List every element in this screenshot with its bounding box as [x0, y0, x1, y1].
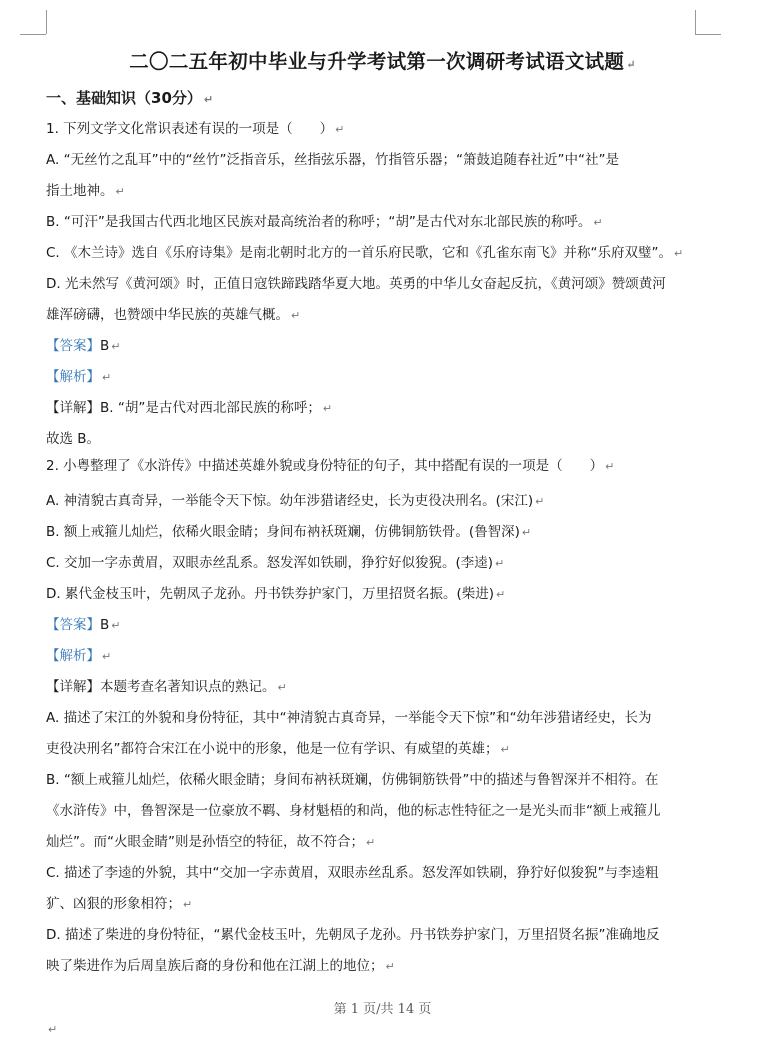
section-heading-text: 一、基础知识（30分） — [46, 89, 202, 107]
paragraph-mark-icon: ↵ — [500, 743, 510, 756]
q1-option-c — [46, 243, 683, 264]
end-paragraph-mark — [46, 1018, 57, 1037]
answer-label: 【答案】 — [46, 338, 100, 354]
paragraph-mark-icon: ↵ — [365, 836, 376, 849]
paragraph-mark-icon: ↵ — [605, 460, 615, 473]
q2-explain-c-cont — [46, 894, 192, 915]
q1-conclusion-text: 故选 B。 — [46, 431, 101, 447]
paragraph-mark-icon: ↵ — [291, 309, 301, 322]
q1-answer — [46, 336, 120, 357]
q2-explain-b-line3: 灿烂”。而“火眼金睛”则是孙悟空的特征，故不符合； — [46, 834, 364, 850]
q2-explain-c-line1: C. 描述了李逵的外貌，其中“交加一字赤黄眉，双眼赤丝乱系。怒发浑如铁刷，狰狞好似狻猊”与李逵粗 — [46, 865, 659, 881]
paragraph-mark-icon: ↵ — [183, 898, 193, 911]
q1-option-a-line2: 指土地神。 — [46, 183, 114, 199]
q2-option-b — [46, 522, 531, 543]
q2-answer — [46, 615, 120, 636]
crop-mark-top-left-vertical — [46, 10, 47, 34]
paragraph-mark-icon: ↵ — [495, 557, 505, 570]
q1-option-b — [46, 212, 603, 233]
q2-explain-b-line1: B. “额上戒箍儿灿烂，依稀火眼金睛；身间布衲袄斑斓，仿佛铜筋铁骨”中的描述与鲁智深并不相符。在 — [46, 772, 659, 788]
crop-mark-top-right — [695, 34, 721, 35]
q1-option-d-line1: D. 光未然写《黄河颂》时，正值日寇铁蹄践踏华夏大地。英勇的中华儿女奋起反抗，《黄河颂》赞颂黄河 — [46, 276, 666, 292]
answer-label: 【答案】 — [46, 617, 100, 633]
q2-explain-a — [46, 708, 652, 728]
q1-option-b-text: B. “可汗”是我国古代西北地区民族对最高统治者的称呼；“胡”是古代对东北部民族的称呼。 — [46, 214, 592, 230]
q1-detail — [46, 398, 332, 419]
q2-explain-b-cont — [46, 801, 661, 821]
q1-option-a — [46, 150, 619, 170]
q2-analysis — [46, 646, 111, 667]
q2-explain-b-cont2 — [46, 832, 375, 853]
q1-option-d — [46, 274, 666, 294]
paragraph-mark-icon: ↵ — [102, 371, 112, 384]
detail-label: 【详解】 — [46, 679, 100, 695]
q2-explain-c-line2: 犷、凶狠的形象相符； — [46, 896, 181, 912]
q1-option-d-line2: 雄浑磅礴，也赞颂中华民族的英雄气概。 — [46, 307, 289, 323]
paragraph-mark-icon: ↵ — [111, 340, 121, 353]
page-number: 第 1 页/共 14 页 — [333, 1002, 432, 1017]
q2-option-a-text: A. 神清貌古真奇异，一举能令天下惊。幼年涉猎诸经史，长为吏役决刑名。(宋江) — [46, 493, 534, 509]
q1-answer-value: B — [100, 338, 110, 354]
paragraph-mark-icon: ↵ — [521, 526, 532, 539]
q2-explain-a-line1: A. 描述了宋江的外貌和身份特征，其中“神清貌古真奇异，一举能令天下惊”和“幼年涉猎诸经史，长为 — [46, 710, 652, 726]
document-title — [0, 46, 765, 74]
q1-option-c-text: C. 《木兰诗》选自《乐府诗集》是南北朝时北方的一首乐府民歌，它和《孔雀东南飞》并称“乐府双璧”。 — [46, 245, 672, 261]
analysis-label: 【解析】 — [46, 648, 100, 664]
q2-stem — [46, 456, 614, 477]
title-text: 二〇二五年初中毕业与升学考试第一次调研考试语文试题 — [129, 50, 625, 73]
q1-conclusion — [46, 429, 100, 449]
q2-explain-b — [46, 770, 658, 790]
paragraph-mark-icon: ↵ — [535, 495, 545, 508]
q2-detail-text: 本题考查名著知识点的熟记。 — [100, 679, 276, 695]
section-heading — [46, 88, 213, 110]
q2-explain-d-cont — [46, 956, 395, 977]
paragraph-mark-icon: ↵ — [111, 619, 121, 632]
detail-label: 【详解】 — [46, 400, 100, 416]
paragraph-mark-icon: ↵ — [626, 58, 636, 71]
q2-option-d-text: D. 累代金枝玉叶，先朝凤子龙孙。丹书铁券护家门，万里招贤名振。(柴进) — [46, 586, 495, 602]
q1-option-a-line1: A. “无丝竹之乱耳”中的“丝竹”泛指音乐，丝指弦乐器，竹指管乐器；“箫鼓追随春社近”中“社”是 — [46, 152, 620, 168]
q2-explain-a-cont — [46, 739, 510, 760]
q2-explain-d-line2: 映了柴进作为后周皇族后裔的身份和他在江湖上的地位； — [46, 958, 384, 974]
q2-option-d — [46, 584, 505, 605]
q2-option-b-text: B. 额上戒箍儿灿烂，依稀火眼金睛；身间布衲袄斑斓，仿佛铜筋铁骨。(鲁智深) — [46, 524, 520, 540]
q1-stem-text: 1. 下列文学文化常识表述有误的一项是（ ） — [46, 121, 334, 137]
q2-option-c — [46, 553, 504, 574]
q2-explain-c — [46, 863, 659, 883]
paragraph-mark-icon: ↵ — [203, 93, 214, 106]
analysis-label: 【解析】 — [46, 369, 100, 385]
crop-mark-top-left — [20, 34, 46, 35]
q2-explain-b-line2: 《水浒传》中，鲁智深是一位豪放不羁、身材魁梧的和尚，他的标志性特征之一是光头而非“额上戒箍儿 — [46, 803, 661, 819]
paragraph-mark-icon: ↵ — [385, 960, 395, 973]
paragraph-mark-icon: ↵ — [674, 247, 684, 260]
q2-detail — [46, 677, 287, 698]
paragraph-mark-icon: ↵ — [277, 681, 287, 694]
q1-option-a-cont — [46, 181, 125, 202]
q1-stem — [46, 119, 344, 140]
q2-explain-a-line2: 吏役决刑名”都符合宋江在小说中的形象，他是一位有学识、有威望的英雄； — [46, 741, 499, 757]
paragraph-mark-icon: ↵ — [322, 402, 333, 415]
page-footer — [0, 998, 765, 1017]
q2-explain-d — [46, 925, 659, 945]
paragraph-mark-icon: ↵ — [335, 123, 345, 136]
crop-mark-top-right-vertical — [695, 10, 696, 34]
paragraph-mark-icon: ↵ — [48, 1023, 58, 1036]
q1-analysis — [46, 367, 111, 388]
q2-stem-text: 2. 小粤整理了《水浒传》中描述英雄外貌或身份特征的句子，其中搭配有误的一项是（ ） — [46, 458, 604, 474]
paragraph-mark-icon: ↵ — [593, 216, 603, 229]
q2-explain-d-line1: D. 描述了柴进的身份特征，“累代金枝玉叶，先朝凤子龙孙。丹书铁券护家门，万里招贤名振”准确地反 — [46, 927, 660, 943]
q1-option-d-cont — [46, 305, 300, 326]
paragraph-mark-icon: ↵ — [496, 588, 506, 601]
paragraph-mark-icon: ↵ — [115, 185, 125, 198]
q2-option-c-text: C. 交加一字赤黄眉，双眼赤丝乱系。怒发浑如铁刷，狰狞好似狻猊。(李逵) — [46, 555, 494, 571]
q2-option-a — [46, 491, 544, 512]
paragraph-mark-icon: ↵ — [102, 650, 112, 663]
q1-detail-text: B. “胡”是古代对西北部民族的称呼； — [100, 400, 321, 416]
q2-answer-value: B — [100, 617, 110, 633]
